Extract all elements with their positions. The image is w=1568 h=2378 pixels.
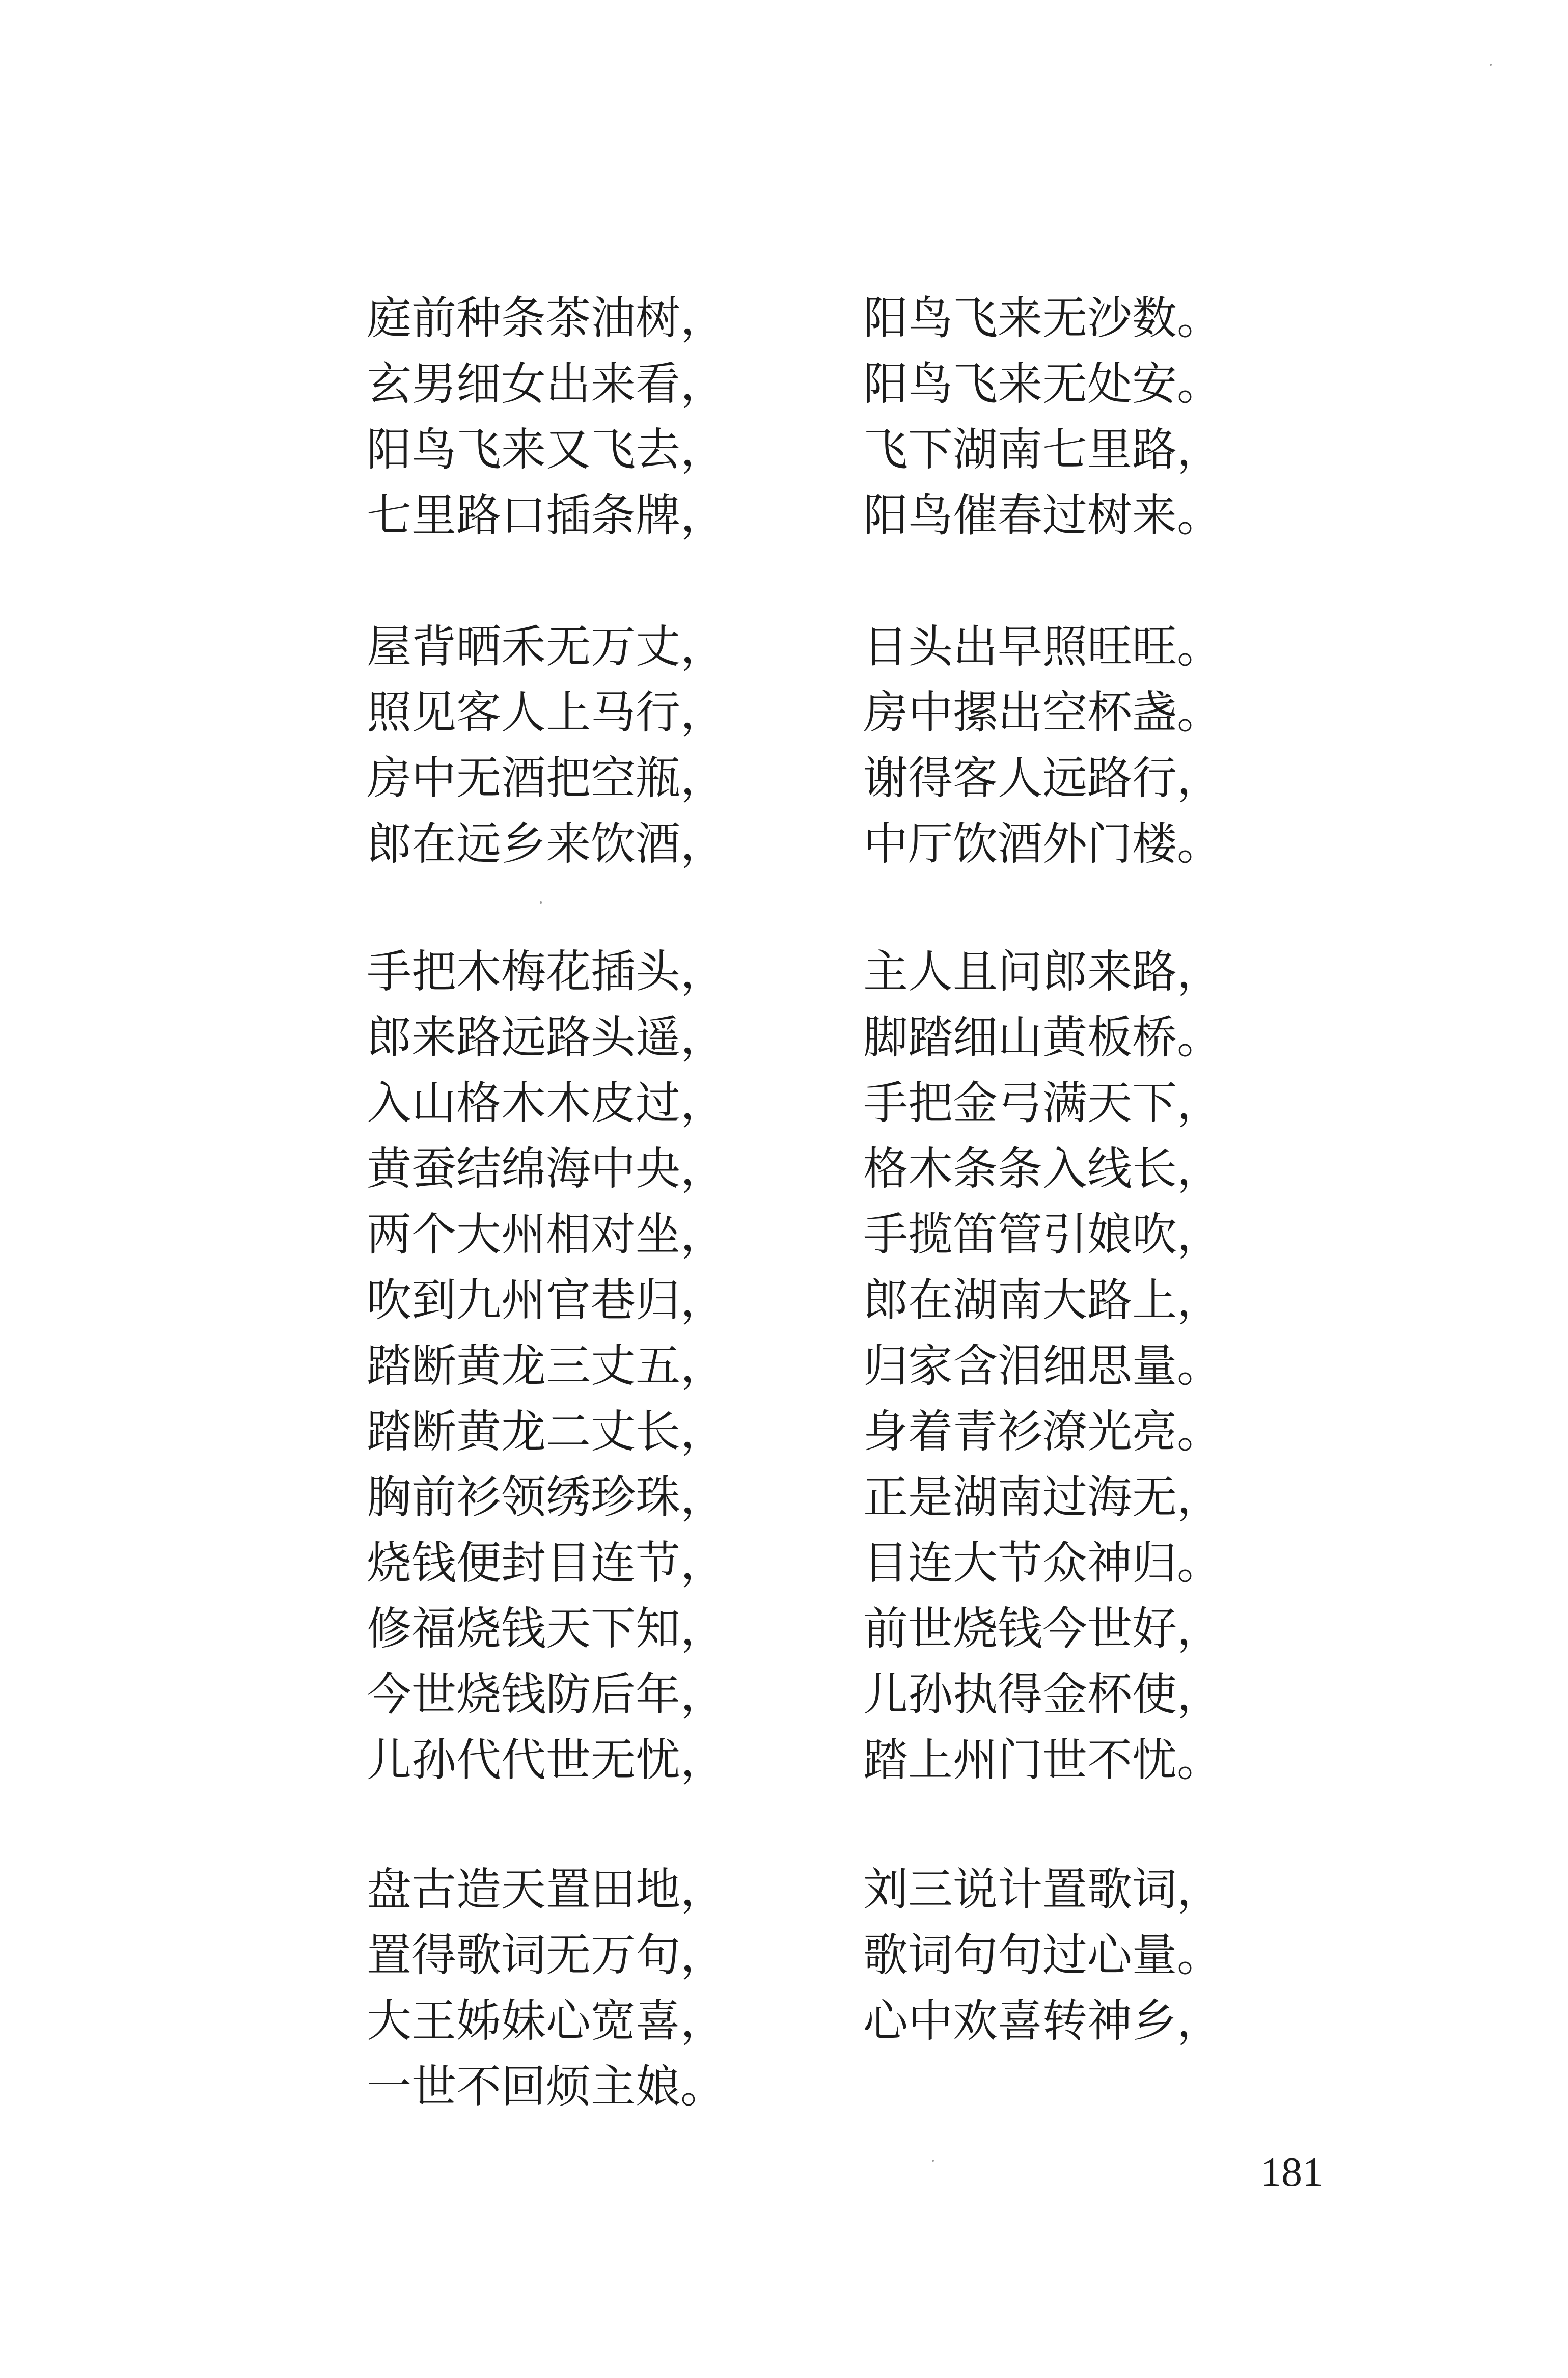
verse-line-right: 刘三说计置歌词， — [863, 1863, 1222, 1916]
verse-row — [367, 1070, 1232, 1136]
verse-line-left: 大王姊妹心宽喜， — [367, 1994, 726, 2047]
verse-row — [367, 1727, 1232, 1793]
scan-speck — [540, 901, 542, 904]
verse-line-right: 中厅饮酒外门楼。 — [863, 817, 1222, 870]
verse-line-right: 日头出早照旺旺。 — [863, 620, 1222, 673]
verse-line-right: 飞下湖南七里路， — [863, 423, 1222, 476]
verse-line-right: 郎在湖南大路上， — [863, 1274, 1222, 1326]
verse-line-left: 置得歌词无万句， — [367, 1929, 726, 1981]
verse-line-left: 修福烧钱天下知， — [367, 1602, 726, 1655]
verse-row — [367, 351, 1232, 417]
verse-row — [367, 1333, 1232, 1399]
verse-row — [367, 1988, 1232, 2054]
verse-line-left: 房中无酒把空瓶， — [367, 752, 726, 804]
verse-line-right: 阳鸟催春过树来。 — [863, 489, 1222, 541]
verse-line-right: 脚踏细山黄板桥。 — [863, 1011, 1222, 1063]
verse-row — [367, 939, 1232, 1004]
stanza-3 — [367, 939, 1232, 1793]
verse-row — [367, 482, 1232, 548]
verse-line-right: 阳鸟飞来无沙数。 — [863, 292, 1222, 344]
verse-row — [367, 679, 1232, 745]
verse-line-right: 手把金弓满天下， — [863, 1077, 1222, 1129]
verse-line-left: 两个大州相对坐， — [367, 1208, 726, 1261]
verse-row — [367, 1136, 1232, 1201]
verse-row — [367, 1596, 1232, 1661]
verse-line-right: 身着青衫潦光亮。 — [863, 1405, 1222, 1458]
verse-line-right: 格木条条入线长， — [863, 1142, 1222, 1195]
verse-row — [367, 1922, 1232, 1988]
verse-line-left: 今世烧钱防后年， — [367, 1668, 726, 1720]
verse-line-left: 玄男细女出来看， — [367, 358, 726, 410]
verse-line-right: 前世烧钱今世好， — [863, 1602, 1222, 1655]
verse-line-right: 心中欢喜转神乡， — [863, 1994, 1222, 2047]
verse-line-right: 儿孙执得金杯使， — [863, 1668, 1222, 1720]
verse-line-right: 房中摞出空杯盏。 — [863, 686, 1222, 739]
verse-row — [367, 1201, 1232, 1267]
verse-row — [367, 1464, 1232, 1530]
page-number: 181 — [1260, 2149, 1323, 2195]
verse-line-left: 屋背晒禾无万丈， — [367, 620, 726, 673]
verse-line-left: 黄蚕结绵海中央， — [367, 1142, 726, 1195]
verse-line-left: 庭前种条茶油树， — [367, 292, 726, 344]
verse-line-left: 胸前衫领绣珍珠， — [367, 1471, 726, 1523]
verse-row — [367, 1661, 1232, 1727]
verse-line-left: 阳鸟飞来又飞去， — [367, 423, 726, 476]
verse-line-right: 歌词句句过心量。 — [863, 1929, 1222, 1981]
verse-line-right: 主人且问郎来路， — [863, 945, 1222, 998]
verse-row — [367, 1530, 1232, 1596]
verse-line-left: 入山格木木皮过， — [367, 1077, 726, 1129]
verse-row — [367, 1004, 1232, 1070]
verse-line-right: 手揽笛管引娘吹， — [863, 1208, 1222, 1261]
stanza-2 — [367, 614, 1232, 877]
scan-speck — [1490, 64, 1492, 66]
verse-row — [367, 811, 1232, 877]
verse-line-left: 踏断黄龙三丈五， — [367, 1340, 726, 1392]
verse-line-left: 一世不回烦主娘。 — [367, 2060, 726, 2113]
verse-row — [367, 1267, 1232, 1333]
verse-line-left: 手把木梅花插头， — [367, 945, 726, 998]
verse-row — [367, 745, 1232, 811]
verse-line-left: 盘古造天置田地， — [367, 1863, 726, 1916]
stanza-1 — [367, 285, 1232, 548]
verse-line-left: 烧钱便封目连节， — [367, 1537, 726, 1589]
verse-line-right: 谢得客人远路行， — [863, 752, 1222, 804]
verse-line-right: 阳鸟飞来无处安。 — [863, 358, 1222, 410]
verse-line-left: 踏断黄龙二丈长， — [367, 1405, 726, 1458]
verse-row — [367, 2054, 1232, 2119]
verse-row — [367, 285, 1232, 351]
verse-line-right: 目连大节众神归。 — [863, 1537, 1222, 1589]
verse-line-left: 照见客人上马行， — [367, 686, 726, 739]
verse-line-left: 郎在远乡来饮酒， — [367, 817, 726, 870]
verse-line-left: 吹到九州官巷归， — [367, 1274, 726, 1326]
verse-line-right: 正是湖南过海无， — [863, 1471, 1222, 1523]
verse-row — [367, 1856, 1232, 1922]
stanza-4 — [367, 1856, 1232, 2119]
verse-line-left: 儿孙代代世无忧， — [367, 1734, 726, 1786]
verse-line-right: 归家含泪细思量。 — [863, 1340, 1222, 1392]
verse-row — [367, 614, 1232, 679]
verse-line-right: 踏上州门世不忧。 — [863, 1734, 1222, 1786]
verse-line-left: 郎来路远路头遥， — [367, 1011, 726, 1063]
verse-row — [367, 1399, 1232, 1464]
scan-speck — [932, 2160, 934, 2162]
verse-row — [367, 417, 1232, 482]
verse-line-left: 七里路口插条牌， — [367, 489, 726, 541]
